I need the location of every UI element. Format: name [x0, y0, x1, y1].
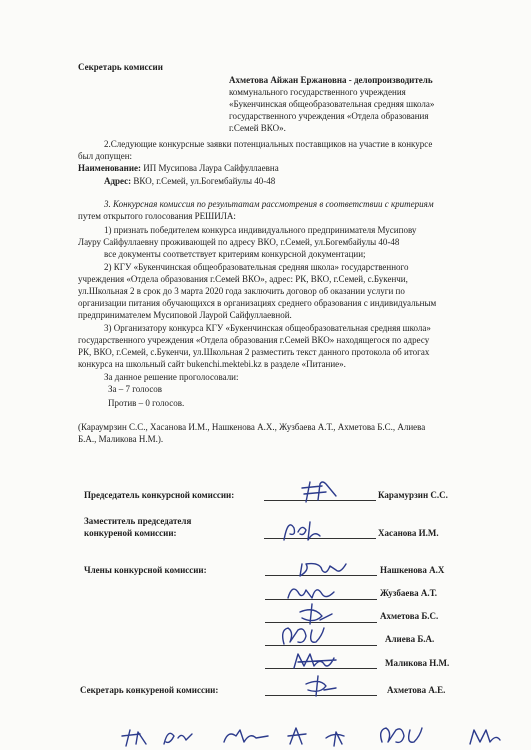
- chair-name: Карамурзин С.С.: [378, 490, 448, 500]
- secretary-name-line: Ахметова Айжан Ержановна - делопроизводитель: [229, 75, 433, 85]
- applicant-name-label: Наименование:: [78, 163, 141, 173]
- deputy-label: Заместитель председателя: [84, 516, 192, 526]
- applicant-name-row: [78, 163, 279, 174]
- vote-intro: За данное решение проголосовали:: [104, 372, 239, 382]
- decision-item-2-line: организации питания обучающихся в организациях среднего образования с индивидуальным: [78, 298, 437, 308]
- secretary-block-line: государственного учреждения «Отдела образования: [229, 111, 429, 121]
- decision-item-3-line: конкурса на школьный сайт bukenchi.mektebi.kz в разделе «Питание».: [78, 359, 346, 369]
- chair-label: Председатель конкурсной комиссии:: [84, 490, 235, 500]
- deputy-name: Хасанова И.М.: [378, 528, 439, 538]
- member-name: Жузбаева А.Т.: [380, 588, 438, 598]
- applicant-address-value: ВКО, г.Семей, ул.Богембайулы 40-48: [133, 176, 276, 186]
- decision-item-1-line: Лауру Сайфуллаевну проживающей по адресу ВКО, г.Семей, ул.Богембайулы 40-48: [78, 237, 400, 247]
- member-name: Алиева Б.А.: [385, 634, 435, 644]
- member-signature: [278, 622, 338, 650]
- members-label: Члены конкурсной комиссии:: [84, 565, 207, 575]
- applicant-name-value: ИП Мусипова Лаура Сайфуллаевна: [143, 163, 279, 173]
- vote-for: За – 7 голосов: [108, 384, 163, 394]
- decision-item-3-line: РК, ВКО, г.Семей, с.Букенчи, ул.Школьная 2 разместить текст данного протокола об итогах: [78, 347, 430, 357]
- page-initials-signatures: [120, 722, 531, 750]
- decision-item-2-line: ул.Школьная 2 в срок до 3 марта 2020 года заключить договор об оказании услуги по: [78, 286, 405, 296]
- secretary-header: Секретарь комиссии: [78, 62, 163, 72]
- secretary-block-line: коммунального государственного учреждения: [229, 87, 406, 97]
- chair-signature: [292, 478, 352, 506]
- section2-line: 2.Следующие конкурсные заявки потенциальных поставщиков на участие в конкурсе: [104, 139, 433, 149]
- secretary-block-line: «Букенчинская общеобразовательная средняя школа»: [229, 99, 435, 109]
- deputy-label: конкуреной комиссии:: [84, 528, 177, 538]
- secretary-signature: [300, 672, 350, 700]
- member-name: Ахметова Б.С.: [380, 611, 439, 621]
- decision-item-3-line: 3) Организатору конкурса КГУ «Букенчинская общеобразовательная средняя школа»: [104, 323, 431, 333]
- vote-against: Против – 0 голосов.: [108, 398, 185, 408]
- member-signature: [296, 556, 356, 580]
- secretary-block-line: г.Семей ВКО».: [229, 123, 286, 133]
- voters-list-line: (Караумрзин С.С., Хасанова И.М., Нашкенова А.Х., Жузбаева А.Т., Ахметова Б.С., Алиева: [78, 422, 426, 432]
- section2-line: был допущен:: [78, 151, 133, 161]
- section3-heading-cont: путем открытого голосования РЕШИЛА:: [78, 211, 236, 221]
- applicant-address-label: Адрес:: [104, 176, 132, 186]
- decision-item-3-line: государственного учреждения «Отдела образования г.Семей ВКО» находящегося по адресу: [78, 335, 430, 345]
- member-name: Нашкенова А.Х: [380, 565, 445, 575]
- decision-item-1-line: все документы соответствует критериям конкурсной документации;: [104, 249, 366, 259]
- member-name: Маликова Н.М.: [385, 658, 450, 668]
- section3-heading: 3. Конкурсная комиссия по результатам рассмотрения в соответствии с критериям: [104, 199, 434, 209]
- decision-item-2-line: предпринимателем Мусиповой Лаурой Сайфуллаевной.: [78, 310, 292, 320]
- deputy-signature: [278, 514, 338, 544]
- decision-item-1-line: 1) признать победителем конкурса индивидуального предпринимателя Мусипову: [104, 225, 417, 235]
- secretary-signature-label: Секретарь конкуреной комиссии:: [80, 685, 219, 695]
- decision-item-2-line: 2) КГУ «Букенчинская общеобразовательная средняя школа» государственного: [104, 262, 409, 272]
- member-signature: [290, 648, 350, 672]
- voters-list-line: Б.А., Маликова Н.М.).: [78, 434, 164, 444]
- secretary-signature-name: Ахметова А.Е.: [387, 685, 446, 695]
- applicant-address-row: [104, 176, 275, 187]
- decision-item-2-line: учреждения «Отдела образования г.Семей ВКО», адрес: РК, ВКО, г.Семей, с.Букенчи,: [78, 274, 408, 284]
